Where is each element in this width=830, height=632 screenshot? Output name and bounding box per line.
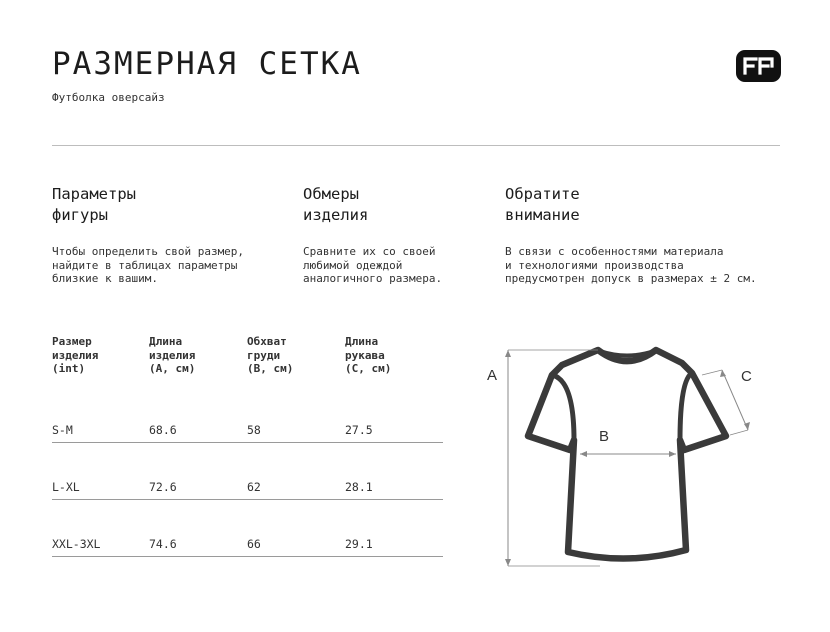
row-divider — [52, 556, 443, 557]
table-cell-sleeve: 27.5 — [345, 423, 373, 437]
header-divider — [52, 145, 780, 146]
table-cell-size: S-M — [52, 423, 73, 437]
table-header-sleeve: Длина рукава (С, см) — [345, 335, 392, 375]
table-header-chest: Обхват груди (В, см) — [247, 335, 294, 375]
table-cell-size: XXL-3XL — [52, 537, 101, 551]
brand-logo — [736, 50, 781, 82]
info-column-body-params — [52, 184, 292, 286]
table-cell-sleeve: 28.1 — [345, 480, 373, 494]
measure-label-a: A — [487, 367, 498, 384]
tshirt-icon — [470, 330, 770, 580]
table-header-size: Размер изделия (int) — [52, 335, 99, 375]
table-cell-chest: 58 — [247, 423, 261, 437]
tshirt-measurement-diagram — [470, 330, 770, 584]
row-divider — [52, 442, 443, 443]
column-heading: Параметры фигуры — [52, 185, 136, 224]
product-subtitle: Футболка оверсайз — [52, 91, 165, 104]
column-heading: Обратите внимание — [505, 185, 580, 224]
table-cell-chest: 66 — [247, 537, 261, 551]
ff-logo-icon — [736, 50, 781, 82]
page-title: РАЗМЕРНАЯ СЕТКА — [52, 46, 362, 82]
column-heading: Обмеры изделия — [303, 185, 369, 224]
column-text: Сравните их со своей любимой одеждой аналогичного размера. — [303, 245, 443, 285]
table-cell-length: 72.6 — [149, 480, 177, 494]
table-cell-length: 74.6 — [149, 537, 177, 551]
table-cell-sleeve: 29.1 — [345, 537, 373, 551]
row-divider — [52, 499, 443, 500]
measure-label-b: B — [599, 428, 610, 445]
measure-label-c: C — [741, 368, 752, 385]
table-cell-chest: 62 — [247, 480, 261, 494]
column-text: Чтобы определить свой размер, найдите в таблицах параметры близкие к вашим. — [52, 245, 245, 285]
table-cell-length: 68.6 — [149, 423, 177, 437]
info-column-attention — [505, 184, 805, 286]
column-text: В связи с особенностями материала и технологиями производства предусмотрен допуск в размерах ± 2 см. — [505, 245, 757, 285]
table-header-length: Длина изделия (А, см) — [149, 335, 196, 375]
table-cell-size: L-XL — [52, 480, 80, 494]
